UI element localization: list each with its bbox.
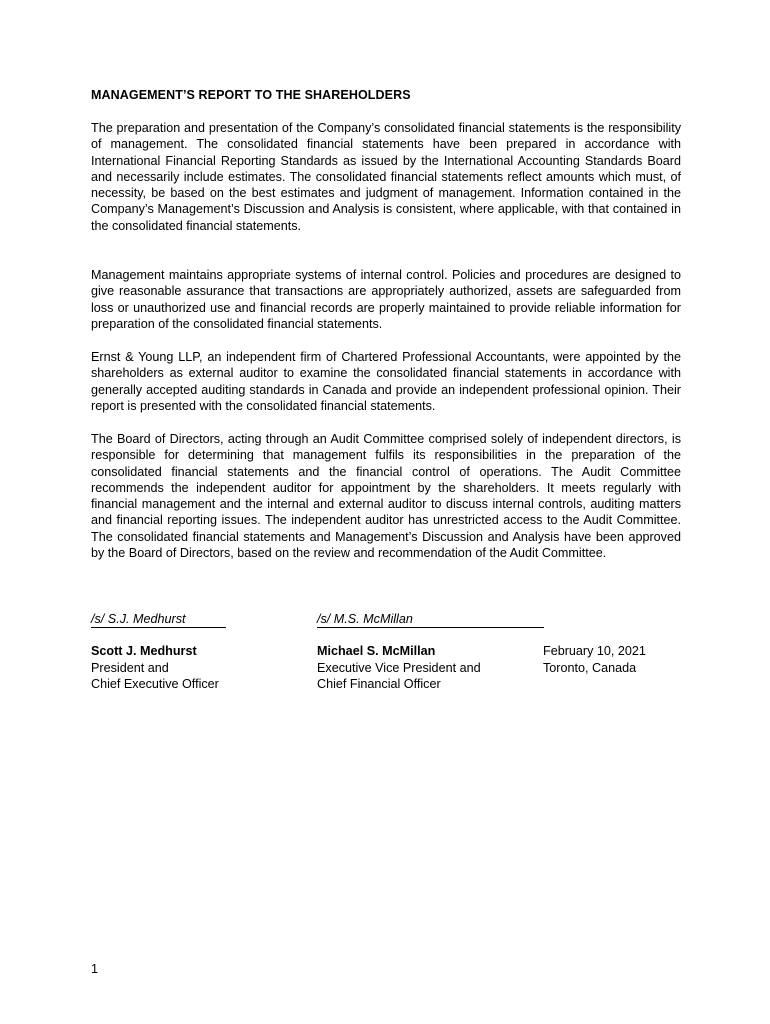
paragraph-responsibility: The preparation and presentation of the Company’s consolidated financial statements is the responsibility of management. The consolidated financial statements have been prepared in accordance with International Financial Reporting Standards as issued by the International Accounting Standards Board and necessarily include estimates. The consolidated financial statements reflect amounts which must, of necessity, be based on the best estimates and judgment of management. Information contained in the Company’s Management’s Discussion and Analysis is consistent, where applicable, with that contained in the consolidated financial statements. bbox=[91, 121, 681, 233]
paragraph-board-of-directors: The Board of Directors, acting through an Audit Committee comprised solely of independent directors, is responsible for determining that management fulfils its responsibilities in the preparation of the consolidated financial statements and the financial control of operations. The Audit Committee recommends the independent auditor for appointment by the shareholders. It meets regularly with financial management and the internal and external auditor to discuss internal controls, auditing matters and financial reporting issues. The independent auditor has unrestricted access to the Audit Committee. The consolidated financial statements and Management’s Discussion and Analysis have been approved by the Board of Directors, based on the review and recommendation of the Audit Committee. bbox=[91, 432, 681, 561]
signer-title-cfo-line2: Chief Financial Officer bbox=[317, 677, 441, 691]
date-location-block bbox=[543, 643, 646, 676]
signer-title-cfo-line1: Executive Vice President and bbox=[317, 660, 481, 675]
paragraph-external-auditor: Ernst & Young LLP, an independent firm of Chartered Professional Accountants, were appointed by the shareholders as external auditor to examine the consolidated financial statements in accordance with generally accepted auditing standards in Canada and provide an independent professional opinion. Their report is presented with the consolidated financial statements. bbox=[91, 350, 681, 413]
signer-title-ceo-line1: President and bbox=[91, 660, 169, 675]
page-number: 1 bbox=[91, 962, 99, 976]
report-date: February 10, 2021 bbox=[543, 644, 646, 658]
report-title: MANAGEMENT’S REPORT TO THE SHAREHOLDERS bbox=[91, 88, 411, 102]
paragraph-internal-control: Management maintains appropriate systems of internal control. Policies and procedures are designed to give reasonable assurance that transactions are appropriately authorized, assets are safeguarded from loss or unauthorized use and financial records are properly maintained to provide reliable information for preparation of the consolidated financial statements. bbox=[91, 268, 681, 331]
signer-block-cfo bbox=[317, 643, 481, 693]
signature-line-cfo: /s/ M.S. McMillan bbox=[317, 612, 544, 628]
signer-name-ceo: Scott J. Medhurst bbox=[91, 644, 197, 658]
signature-line-ceo: /s/ S.J. Medhurst bbox=[91, 612, 226, 628]
signer-title-ceo-line2: Chief Executive Officer bbox=[91, 677, 219, 691]
signer-block-ceo bbox=[91, 643, 219, 693]
report-location: Toronto, Canada bbox=[543, 660, 637, 675]
signer-name-cfo: Michael S. McMillan bbox=[317, 644, 436, 658]
